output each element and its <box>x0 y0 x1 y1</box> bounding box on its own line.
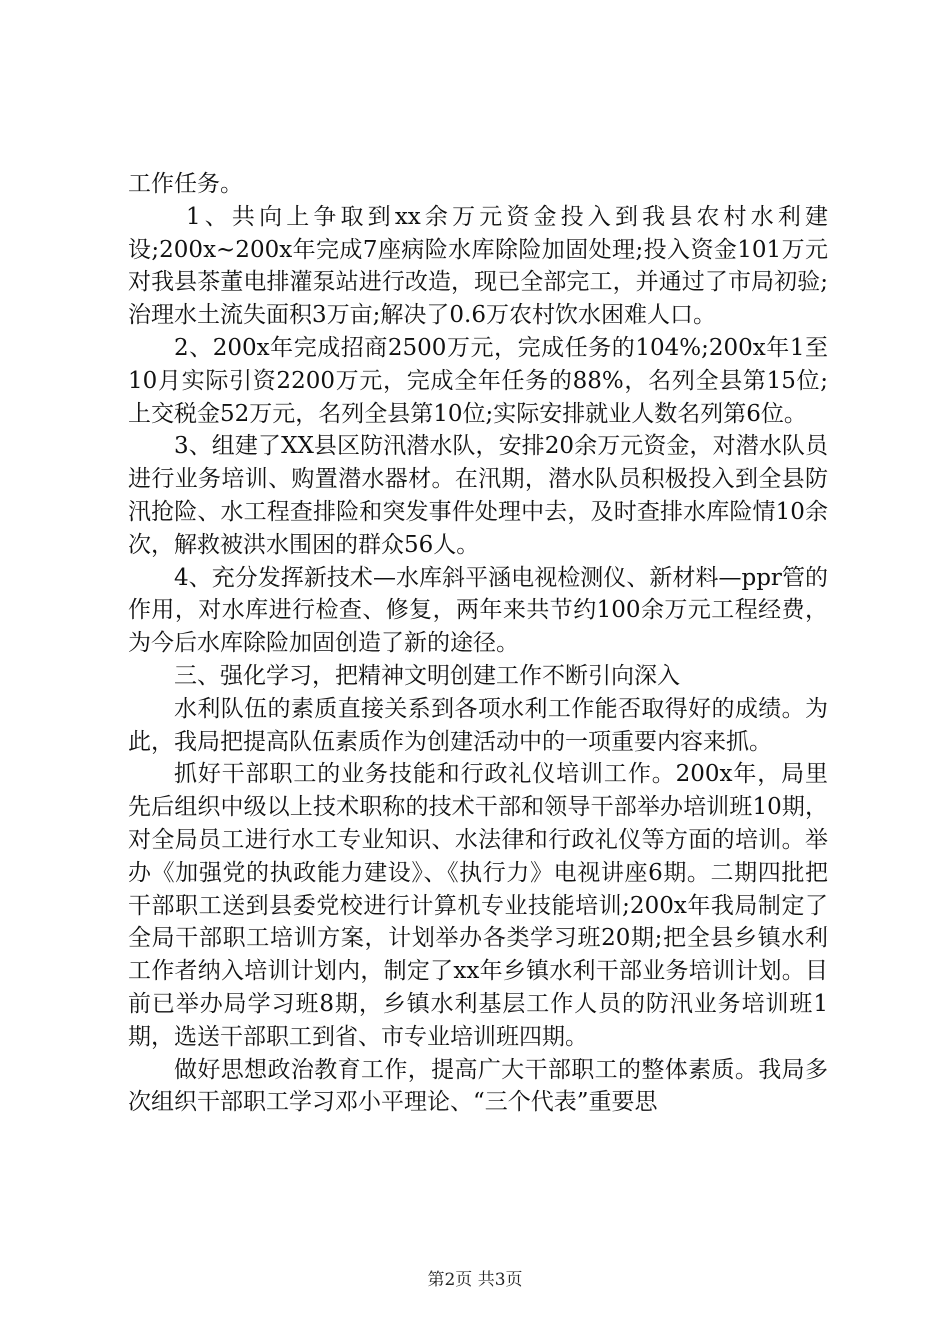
document-body <box>128 168 828 1119</box>
paragraph-item-1: 1、共向上争取到xx余万元资金投入到我县农村水利建设;200x~200x年完成7座病险水库除险加固处理;投入资金101万元对我县茶董电排灌泵站进行改造，现已全部完工，并通过了市局初验;治理水土流失面积3万亩;解决了0.6万农村饮水困难人口。 <box>128 203 828 329</box>
page-footer: 第2页 共3页 <box>427 1270 523 1290</box>
section-heading: 三、强化学习，把精神文明创建工作不断引向深入 <box>174 662 680 689</box>
paragraph-item-4: 4、充分发挥新技术—水库斜平涵电视检测仪、新材料—ppr管的作用，对水库进行检查、修复，两年来共节约100余万元工程经费，为今后水库除险加固创造了新的途径。 <box>128 564 828 657</box>
paragraph-team-quality: 水利队伍的素质直接关系到各项水利工作能否取得好的成绩。为此，我局把提高队伍素质作为创建活动中的一项重要内容来抓。 <box>128 695 828 755</box>
paragraph-item-2: 2、200x年完成招商2500万元，完成任务的104%;200x年1至10月实际引资2200万元，完成全年任务的88%，名列全县第15位;上交税金52万元，名列全县第10位;实际安排就业人数名列第6位。 <box>128 334 828 427</box>
paragraph-continuation: 工作任务。 <box>128 171 243 197</box>
paragraph-item-3: 3、组建了XX县区防汛潜水队，安排20余万元资金，对潜水队员进行业务培训、购置潜水器材。在汛期，潜水队员积极投入到全县防汛抢险、水工程查排险和突发事件处理中去，及时查排水库险情10余次，解救被洪水围困的群众56人。 <box>128 433 828 558</box>
paragraph-political-education: 做好思想政治教育工作，提高广大干部职工的整体素质。我局多次组织干部职工学习邓小平理论、“三个代表”重要思 <box>128 1056 828 1116</box>
paragraph-training: 抓好干部职工的业务技能和行政礼仪培训工作。200x年，局里先后组织中级以上技术职称的技术干部和领导干部举办培训班10期，对全局员工进行水工专业知识、水法律和行政礼仪等方面的培训。举办《加强党的执政能力建设》、《执行力》电视讲座6期。二期四批把干部职工送到县委党校进行计算机专业技能培训;200x年我局制定了全局干部职工培训方案，计划举办各类学习班20期;把全县乡镇水利工作者纳入培训计划内，制定了xx年乡镇水利干部业务培训计划。目前已举办局学习班8期，乡镇水利基层工作人员的防汛业务培训班1期，选送干部职工到省、市专业培训班四期。 <box>128 761 828 1050</box>
